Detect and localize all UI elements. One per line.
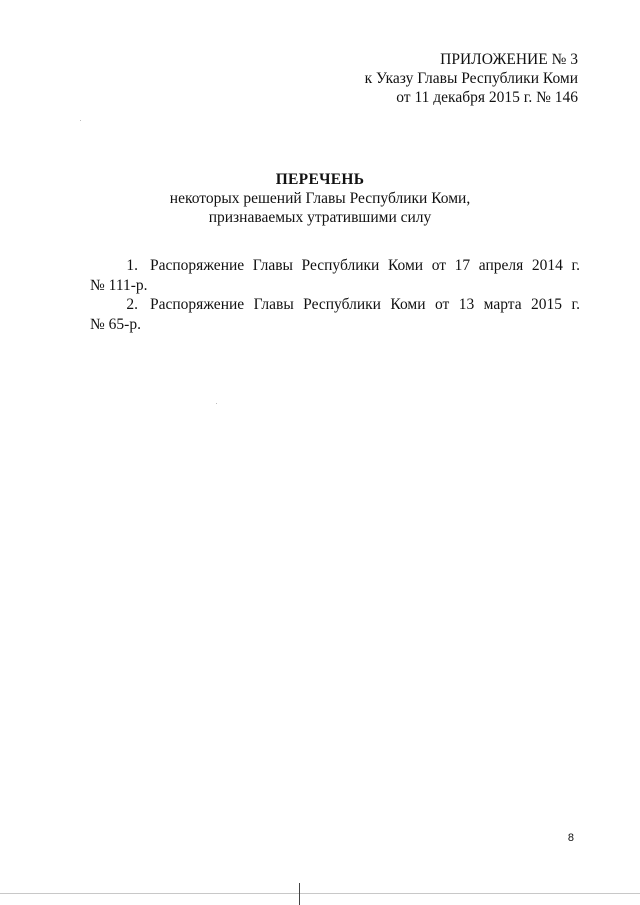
- scan-speck: [80, 120, 81, 121]
- list-item: [90, 256, 580, 295]
- document-subtitle-line-2: признаваемых утратившими силу: [208, 209, 432, 226]
- scan-edge-line: [0, 893, 640, 894]
- list-item-text: Распоряжение Главы Республики Коми от 17 апреля 2014 г.: [150, 257, 580, 274]
- list-item-text: Распоряжение Главы Республики Коми от 13 марта 2015 г.: [150, 296, 580, 313]
- list-item: [90, 295, 580, 334]
- appendix-decree-reference: к Указу Главы Республики Коми: [364, 70, 578, 87]
- list-item-number: 1.: [126, 257, 138, 274]
- appendix-number: ПРИЛОЖЕНИЕ № 3: [440, 51, 578, 68]
- scan-edge-mark: [299, 883, 300, 905]
- list-item-continuation: № 65-р.: [90, 315, 141, 333]
- title-block: [0, 170, 640, 227]
- document-subtitle-line-1: некоторых решений Главы Республики Коми,: [169, 190, 471, 207]
- list-item-continuation: № 111-р.: [90, 276, 148, 294]
- scan-speck: [216, 403, 217, 404]
- document-title: ПЕРЕЧЕНЬ: [275, 171, 365, 188]
- decisions-list: [90, 256, 580, 334]
- list-item-number: 2.: [126, 296, 138, 313]
- page-number: 8: [567, 832, 574, 844]
- appendix-header: [365, 50, 578, 107]
- appendix-decree-date: от 11 декабря 2015 г. № 146: [396, 89, 578, 106]
